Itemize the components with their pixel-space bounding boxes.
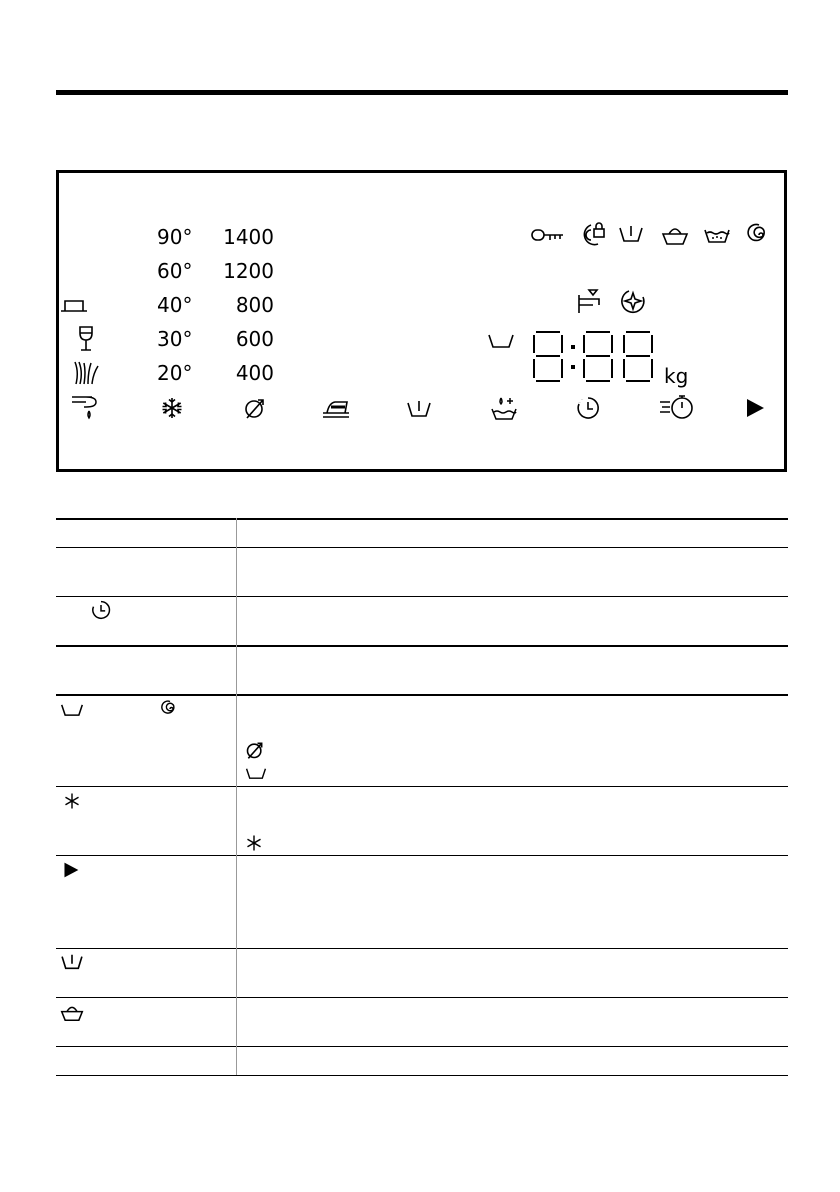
main-wash-icon: [703, 225, 731, 245]
spin-600[interactable]: 600: [235, 327, 274, 351]
table-delicate-wash-icon: [60, 1003, 84, 1022]
table-rule-6: [56, 786, 788, 787]
wool-icon: [73, 360, 101, 386]
spin-1200[interactable]: 1200: [223, 259, 274, 283]
table-snowflake-icon-2: [245, 834, 263, 852]
table-divider-a: [236, 518, 237, 596]
table-no-spin-icon: [245, 740, 265, 760]
table-rule-10: [56, 1046, 788, 1047]
table-divider-c: [236, 694, 237, 1075]
pump-out-bottom-icon[interactable]: [406, 399, 432, 419]
rinse-plus-icon: [70, 394, 100, 422]
temp-30[interactable]: 30°: [157, 327, 193, 351]
table-clock-icon: [91, 600, 111, 620]
table-tub-icon: [60, 703, 84, 717]
table-start-icon: [62, 861, 80, 879]
digital-display: [530, 330, 660, 384]
delicate-wash-icon: [661, 224, 689, 246]
table-tub-icon-2: [245, 767, 267, 780]
table-rule-11: [56, 1075, 788, 1076]
table-rule-5: [56, 694, 788, 696]
temp-20[interactable]: 20°: [157, 361, 193, 385]
extra-rinse-icon[interactable]: [490, 395, 518, 421]
display-unit: kg: [664, 364, 689, 388]
no-spin-icon[interactable]: [243, 396, 267, 420]
easy-care-icon: [59, 295, 89, 315]
table-rule-7: [56, 855, 788, 856]
sparkle-icon: [619, 287, 647, 315]
start-icon[interactable]: [744, 397, 766, 419]
table-rule-9: [56, 997, 788, 998]
pump-out-icon: [618, 224, 644, 244]
speed-icon[interactable]: [658, 394, 698, 420]
table-rule-3: [56, 596, 788, 597]
spin-800[interactable]: 800: [235, 293, 274, 317]
table-pump-out-icon: [60, 953, 84, 971]
temp-60[interactable]: 60°: [157, 259, 193, 283]
spin-icon: [747, 222, 771, 248]
spin-400[interactable]: 400: [235, 361, 274, 385]
spin-1400[interactable]: 1400: [223, 225, 274, 249]
table-rule-8: [56, 948, 788, 949]
key-icon: [530, 226, 566, 246]
child-lock-icon: [577, 221, 607, 249]
iron-icon[interactable]: [321, 397, 351, 419]
table-snowflake-icon: [63, 792, 81, 810]
table-spin-icon: [161, 699, 179, 719]
table-rule-2: [56, 547, 788, 548]
tap-icon: [575, 287, 607, 315]
table-rule-1: [56, 518, 788, 520]
snowflake-icon[interactable]: [160, 396, 184, 420]
temp-40[interactable]: 40°: [157, 293, 193, 317]
table-divider-b: [236, 596, 237, 694]
header-rule: [56, 90, 788, 95]
glass-icon: [77, 325, 95, 353]
tub-icon: [487, 333, 515, 349]
clock-icon[interactable]: [576, 396, 600, 420]
table-rule-4: [56, 645, 788, 647]
control-panel: [56, 170, 787, 472]
temp-90[interactable]: 90°: [157, 225, 193, 249]
